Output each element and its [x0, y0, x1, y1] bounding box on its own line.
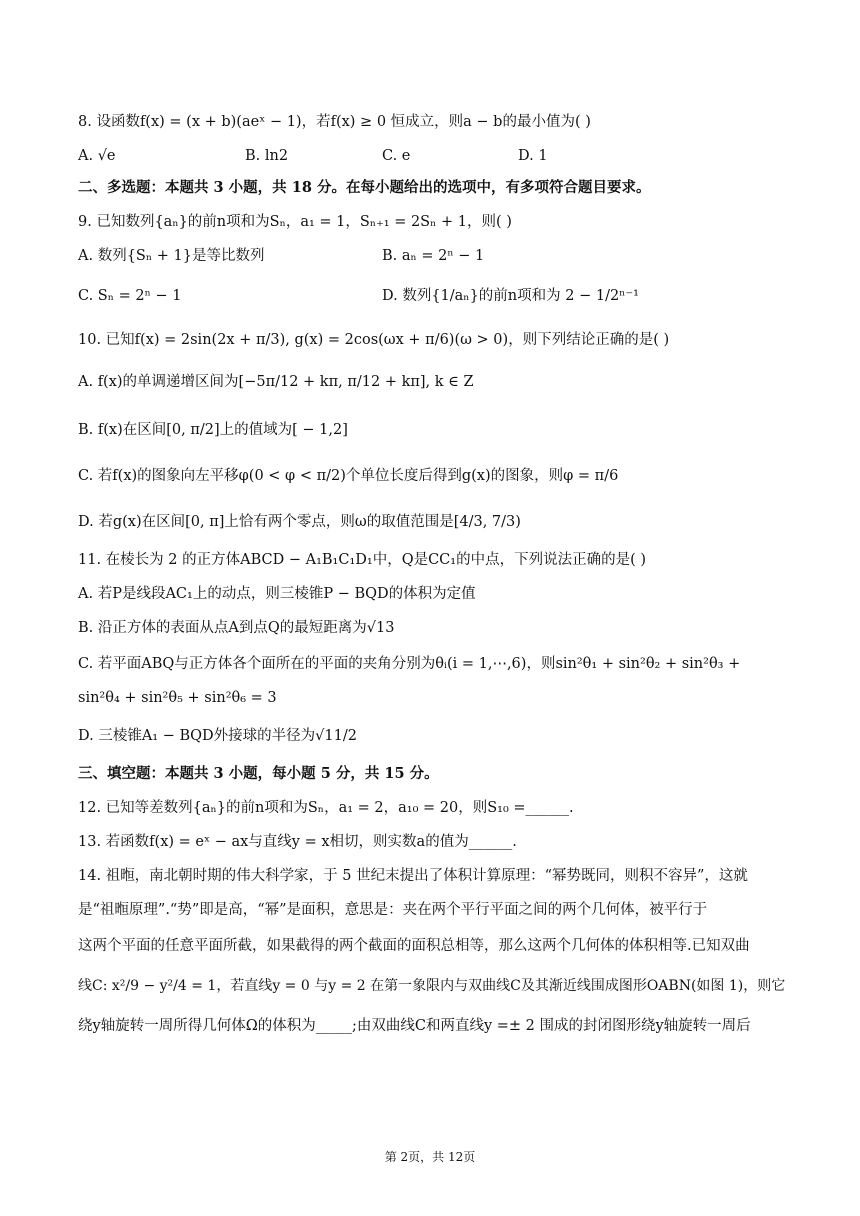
question-10-option-c: C. 若f(x)的图象向左平移φ(0 < φ < π/2)个单位长度后得到g(x)的图象，则φ = π/6: [78, 468, 619, 484]
question-14-line-1: 14. 祖暅，南北朝时期的伟大科学家，于 5 世纪末提出了体积计算原理：“幂势既同，则积不容异”，这就: [78, 868, 748, 884]
question-10-option-d: D. 若g(x)在区间[0, π]上恰有两个零点，则ω的取值范围是[4/3, 7/3): [78, 514, 521, 530]
question-11-option-d: D. 三棱锥A₁ − BQD外接球的半径为√11/2: [78, 728, 357, 744]
question-8-option-b: B. ln2: [245, 148, 289, 164]
question-14-line-3: 这两个平面的任意平面所截，如果截得的两个截面的面积总相等，那么这两个几何体的体积相等.已知双曲: [78, 938, 750, 954]
question-9-option-a: A. 数列{Sₙ + 1}是等比数列: [78, 248, 265, 264]
question-10-stem: 10. 已知f(x) = 2sin(2x + π/3), g(x) = 2cos(ωx + π/6)(ω > 0)，则下列结论正确的是( ): [78, 332, 670, 348]
question-13: 13. 若函数f(x) = eˣ − ax与直线y = x相切，则实数a的值为______.: [78, 834, 517, 850]
question-8-option-d: D. 1: [518, 148, 548, 164]
question-9-option-b: B. aₙ = 2ⁿ − 1: [382, 248, 485, 264]
section-3-heading: 三、填空题：本题共 3 小题，每小题 5 分，共 15 分。: [78, 765, 439, 782]
question-14-line-2: 是“祖暅原理”.“势”即是高，“幂”是面积，意思是：夹在两个平行平面之间的两个几何体，被平行于: [78, 902, 708, 918]
question-8-stem: 8. 设函数f(x) = (x + b)(aeˣ − 1)，若f(x) ≥ 0 恒成立，则a − b的最小值为( ): [78, 114, 591, 130]
question-11-option-c-line-1: C. 若平面ABQ与正方体各个面所在的平面的夹角分别为θᵢ(i = 1,⋯,6)，则sin²θ₁ + sin²θ₂ + sin²θ₃ +: [78, 656, 741, 672]
question-14-line-4: 线C: x²/9 − y²/4 = 1，若直线y = 0 与y = 2 在第一象限内与双曲线C及其渐近线围成图形OABN(如图 1)，则它: [78, 978, 786, 994]
question-8-option-c: C. e: [382, 148, 411, 164]
section-2-heading: 二、多选题：本题共 3 小题，共 18 分。在每小题给出的选项中，有多项符合题目要求。: [78, 179, 651, 196]
question-14-line-5: 绕y轴旋转一周所得几何体Ω的体积为_____;由双曲线C和两直线y =± 2 围成的封闭图形绕y轴旋转一周后: [78, 1018, 751, 1034]
question-9-option-d: D. 数列{1/aₙ}的前n项和为 2 − 1/2ⁿ⁻¹: [382, 288, 639, 304]
question-9-stem: 9. 已知数列{aₙ}的前n项和为Sₙ，a₁ = 1，Sₙ₊₁ = 2Sₙ + 1，则( ): [78, 214, 512, 230]
question-9-option-c: C. Sₙ = 2ⁿ − 1: [78, 288, 182, 304]
question-11-option-c-line-2: sin²θ₄ + sin²θ₅ + sin²θ₆ = 3: [78, 690, 277, 706]
question-10-option-b: B. f(x)在区间[0, π/2]上的值域为[ − 1,2]: [78, 422, 348, 438]
question-10-option-a: A. f(x)的单调递增区间为[−5π/12 + kπ, π/12 + kπ], k ∈ Z: [78, 374, 474, 390]
question-11-option-a: A. 若P是线段AC₁上的动点，则三棱锥P − BQD的体积为定值: [78, 586, 476, 602]
question-12: 12. 已知等差数列{aₙ}的前n项和为Sₙ，a₁ = 2，a₁₀ = 20，则S₁₀ =______.: [78, 800, 574, 816]
question-8-option-a: A. √e: [78, 148, 116, 164]
question-11-stem: 11. 在棱长为 2 的正方体ABCD − A₁B₁C₁D₁中，Q是CC₁的中点，下列说法正确的是( ): [78, 552, 647, 568]
question-11-option-b: B. 沿正方体的表面从点A到点Q的最短距离为√13: [78, 620, 395, 636]
page-footer: 第 2页，共 12页: [384, 1150, 476, 1164]
